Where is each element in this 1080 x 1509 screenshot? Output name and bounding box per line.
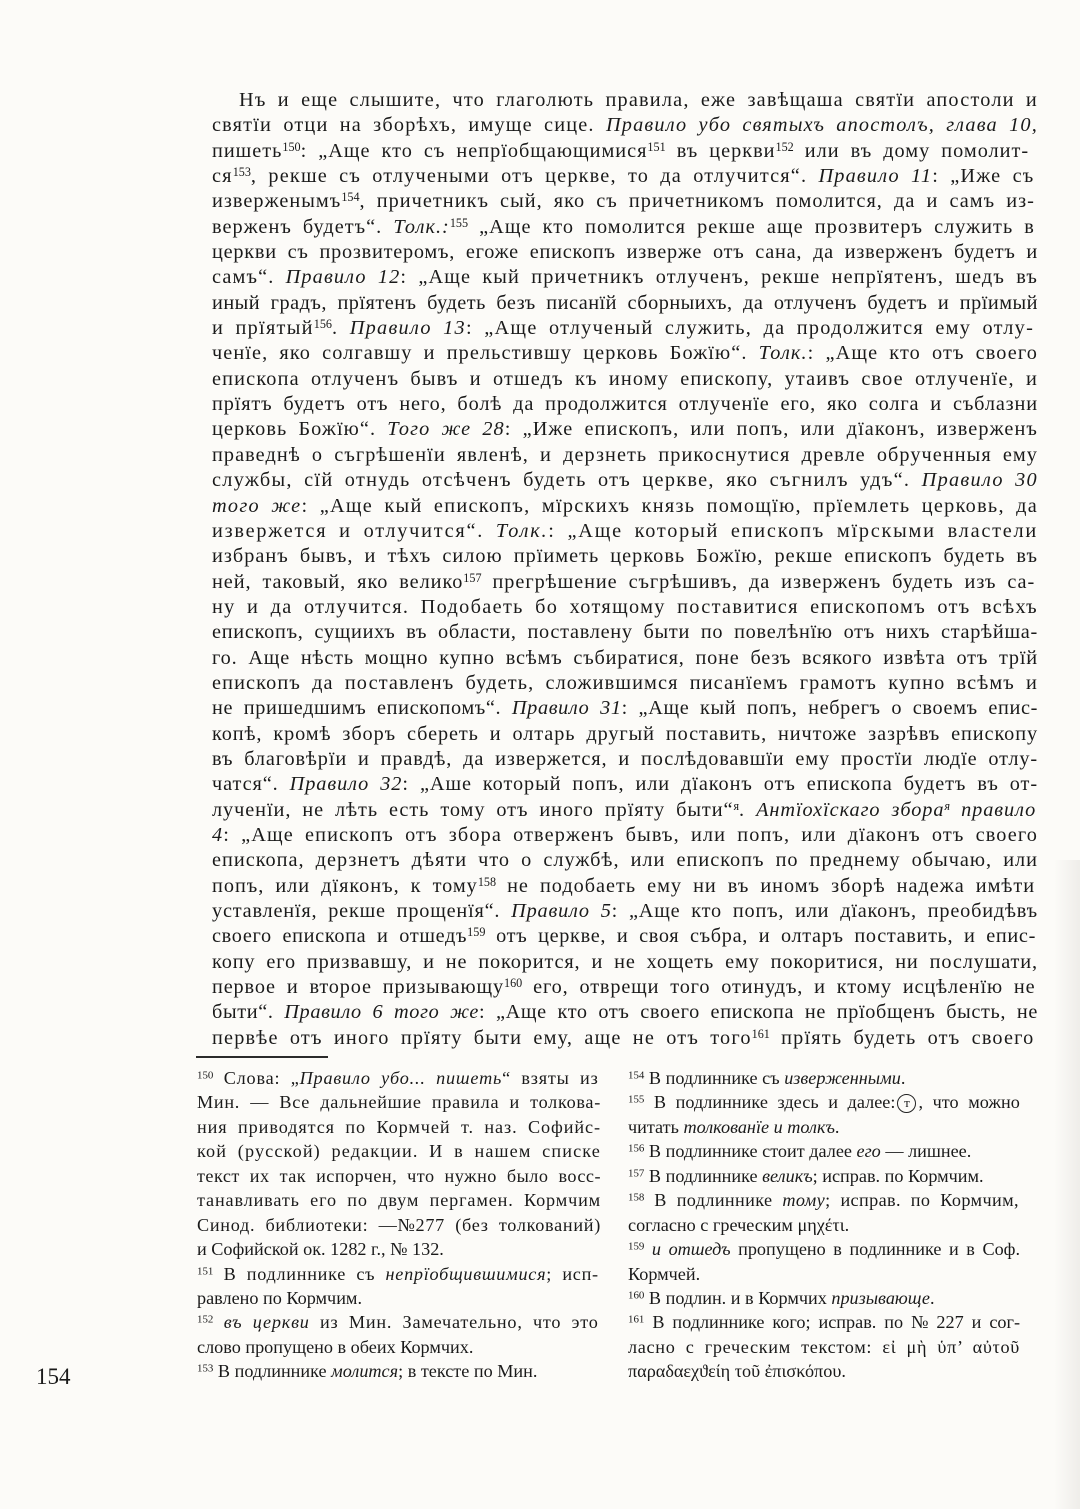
text-line xyxy=(197,1310,601,1334)
text-segment: кой (русской) редакции. И в нашем списке xyxy=(197,1141,601,1162)
text-line xyxy=(628,1262,1020,1286)
footnote-ref: 150 xyxy=(197,1069,214,1082)
text-line xyxy=(212,367,1038,392)
page-number: 154 xyxy=(36,1364,71,1389)
footnote-ref: 151 xyxy=(647,139,666,154)
text-segment: ; исп- xyxy=(546,1263,599,1284)
text-segment: танавливать его по двум пергамен. Кормчим xyxy=(197,1190,602,1211)
text-line xyxy=(197,1286,601,1310)
text-segment: Правило 12 xyxy=(285,266,401,289)
footnote-ref: 155 xyxy=(449,215,469,230)
text-line xyxy=(628,1286,1020,1310)
text-segment: ченїе, яко солгавшу и прельстившу церковь Божїю“. xyxy=(212,342,759,365)
text-line xyxy=(212,468,1038,493)
footnote-ref: 158 xyxy=(628,1191,645,1204)
text-segment: , рекше съ отлучеными отъ церкве, то да отлучится“. xyxy=(250,165,819,188)
text-segment: В подлиннике xyxy=(213,1361,332,1382)
text-line xyxy=(212,341,1038,366)
circled-tolk-mark: т xyxy=(897,1094,916,1113)
text-segment: въ церкви xyxy=(223,1312,310,1333)
footnote-ref: 161 xyxy=(628,1313,645,1326)
text-segment: Правило 13 xyxy=(349,317,466,340)
text-line xyxy=(212,113,1038,138)
text-segment: 4 xyxy=(212,823,224,846)
text-line xyxy=(628,1310,1020,1334)
text-segment: Правило убо... пишеть xyxy=(299,1068,503,1088)
text-segment: . xyxy=(739,798,757,821)
text-segment: . xyxy=(900,1068,906,1088)
text-segment: ; исправ. по Кормчим, xyxy=(825,1190,1019,1211)
text-segment: Правило 31 xyxy=(511,697,622,720)
text-segment: — лишнее. xyxy=(880,1141,972,1162)
text-segment: тому xyxy=(782,1190,826,1211)
text-segment: того же xyxy=(212,494,302,517)
footnote-ref: 158 xyxy=(477,874,497,889)
footnotes-right-column xyxy=(628,1066,1020,1384)
text-segment: : „Аще кто съ непрїобщающимися xyxy=(300,139,648,162)
footnote-ref: 150 xyxy=(282,139,301,154)
footnote-ref: 151 xyxy=(197,1265,214,1278)
text-segment: праведнѣ о съгрѣшенїи явленѣ, и дерзнеть прикоснутися древле обрученныя ему xyxy=(212,443,1038,466)
footnote-ref: 153 xyxy=(232,164,251,179)
text-segment xyxy=(213,1312,223,1332)
text-segment: епископа, дерзнетъ дѣяти что о службѣ, или епископъ по преднему обычаю, или xyxy=(212,849,1039,872)
text-line xyxy=(212,798,1038,823)
text-line xyxy=(212,417,1038,442)
text-line xyxy=(212,189,1038,214)
footnote-ref: 156 xyxy=(313,317,332,332)
text-line xyxy=(628,1359,1020,1383)
footnote-ref: 153 xyxy=(197,1362,214,1375)
text-segment: читать xyxy=(628,1116,684,1137)
footnote-ref: я xyxy=(733,798,740,813)
footnote-ref: 154 xyxy=(628,1069,645,1082)
text-segment: Мин. — Все дальнейшие правила и толкова- xyxy=(197,1092,601,1113)
text-line xyxy=(212,88,1038,113)
text-line xyxy=(212,924,1038,949)
footnote-ref: 160 xyxy=(503,975,523,990)
text-segment: : „Аще кто отъ своего епископа не прїобщенъ бысть, не xyxy=(478,1001,1038,1024)
text-segment: иный градъ, прїятенъ будеть безъ писанїй сборныихъ, да отлученъ будетъ и прїимый xyxy=(212,291,1038,314)
text-segment: : „Иже съ xyxy=(932,165,1035,188)
text-line xyxy=(212,722,1038,747)
text-segment: святїи отци на зборѣхъ, имуще сице. xyxy=(212,114,606,137)
text-segment: и отшедъ xyxy=(651,1239,731,1260)
text-line xyxy=(197,1237,601,1261)
text-segment xyxy=(644,1239,652,1259)
text-line xyxy=(212,240,1038,265)
text-line xyxy=(212,291,1038,316)
text-segment: Антїохїскаго збора xyxy=(756,798,945,821)
footnote-ref: 156 xyxy=(628,1142,645,1155)
text-segment: ну и да отлучится. Подобаеть бо хотящому поставитися епископомъ отъ всѣхъ xyxy=(212,595,1038,618)
text-line xyxy=(212,696,1038,721)
text-line xyxy=(197,1066,601,1090)
text-line xyxy=(628,1090,1020,1114)
text-segment: призывающе xyxy=(831,1287,930,1308)
text-segment: и прїятый xyxy=(212,317,314,340)
text-segment: быти“. xyxy=(212,1001,285,1024)
text-line xyxy=(212,443,1038,468)
text-segment: слово пропущено в обеих Кормчих. xyxy=(197,1336,474,1357)
text-segment: изверженымъ xyxy=(212,190,342,213)
text-line xyxy=(628,1164,1020,1188)
footnote-ref: я xyxy=(944,798,951,813)
text-segment: Толк.: xyxy=(393,215,450,238)
text-segment: ; исправ. по Кормчим. xyxy=(812,1165,984,1186)
text-line xyxy=(212,950,1038,975)
text-segment: ласно с греческим текстом: εἰ μὴ ὑπ’ αὐτοῦ xyxy=(628,1336,1021,1357)
text-segment: : „Аще епископъ отъ збора отверженъ бывъ, или попъ, или дїаконъ отъ своего xyxy=(223,823,1039,846)
text-line xyxy=(212,265,1038,290)
text-segment: : „Аше который попъ, или дїаконъ отъ епископа будетъ въ от- xyxy=(402,773,1038,796)
footnotes-left-column xyxy=(197,1066,601,1384)
text-segment: παραδαεχϑείη τοῦ ἐπισκόπου. xyxy=(628,1361,846,1382)
footnote-ref: 152 xyxy=(197,1313,214,1326)
text-segment: го. Аще нѣсть мощно купно всѣмъ събиратися, поне безъ всякого извѣта отъ трїй xyxy=(212,646,1038,669)
text-line xyxy=(212,1026,1038,1051)
text-line xyxy=(197,1115,601,1139)
main-text-block xyxy=(212,88,1038,1051)
text-segment: попъ, или дїяконъ, к тому xyxy=(212,874,478,897)
footnote-ref: 152 xyxy=(775,139,794,154)
text-line xyxy=(212,215,1038,240)
text-line xyxy=(212,392,1038,417)
text-segment: , что можно xyxy=(918,1092,1020,1113)
text-line xyxy=(212,747,1038,772)
text-segment: согласно с греческим μηχέτι. xyxy=(628,1214,850,1235)
text-line xyxy=(212,646,1038,671)
text-line xyxy=(212,1000,1038,1025)
text-segment: “ взяты из xyxy=(502,1068,599,1088)
text-segment: первѣе отъ иного прїяту быти ему, аще не отъ того xyxy=(212,1026,752,1049)
text-segment: Правило 30 xyxy=(921,469,1038,492)
text-line xyxy=(212,570,1038,595)
text-segment: ; в тексте по Мин. xyxy=(398,1361,538,1382)
text-segment: въ благовѣрїи и правдѣ, да извержется, и послѣдовавшїи ему простїи людїе отлу- xyxy=(212,747,1039,770)
text-segment: Кормчей. xyxy=(628,1263,701,1284)
text-segment: молится xyxy=(331,1361,399,1382)
text-segment: епископъ да поставленъ будеть, сложившимся писанїемъ грамотъ купно всѣмъ и xyxy=(212,671,1039,694)
text-segment: ния приводятся по Кормчей т. наз. Софийс- xyxy=(197,1116,601,1137)
text-segment: Правило 5 xyxy=(511,900,612,922)
text-segment: его xyxy=(856,1141,881,1162)
text-segment: церкви съ прозвитеромъ, егоже епископъ изверже отъ сана, да изверженъ будетъ и xyxy=(212,241,1039,264)
text-segment: В подлиннике съ xyxy=(644,1068,785,1088)
text-line xyxy=(212,899,1038,924)
text-segment: своего епископа и отшедъ xyxy=(212,925,468,948)
text-segment: равлено по Кормчим. xyxy=(197,1287,362,1308)
text-segment: уставленїя, рекше прощенїя“. xyxy=(212,900,512,922)
text-segment: правило xyxy=(950,798,1037,821)
text-segment: : „Иже епископъ, или попъ, или дїаконъ, изверженъ xyxy=(504,418,1038,441)
footnote-ref: 157 xyxy=(628,1167,645,1180)
footnote-ref: 154 xyxy=(341,190,360,205)
text-line xyxy=(212,595,1038,620)
text-segment: В подлиннике xyxy=(644,1190,783,1211)
text-segment: Правило 11 xyxy=(818,165,933,188)
text-segment: ней, таковый, яко велико xyxy=(212,570,464,593)
text-segment: : „Аще кый попъ, небрегъ о своемъ епис- xyxy=(621,697,1038,720)
text-segment: прїять будеть отъ своего xyxy=(769,1026,1035,1049)
text-line xyxy=(212,874,1038,899)
text-line xyxy=(212,671,1038,696)
text-line xyxy=(628,1139,1020,1163)
text-segment: В подлиннике xyxy=(644,1165,763,1186)
text-segment: В подлиннике съ xyxy=(213,1263,386,1284)
footnote-ref: 160 xyxy=(628,1289,645,1302)
text-segment: изверженными xyxy=(784,1068,901,1088)
text-segment: Нъ и еще слышите, что глаголють правила, еже завѣщаша святїи апостоли и xyxy=(239,89,1038,111)
text-segment: Слова: „ xyxy=(213,1068,300,1088)
text-segment: : „Аще кый епископъ, мїрскихъ князь помощїю, прїемлеть церковь, да xyxy=(301,494,1039,517)
text-line xyxy=(197,1359,601,1383)
text-line xyxy=(628,1237,1020,1261)
text-segment: ся xyxy=(212,165,233,188)
text-segment: : „Аще отлученый служить, да продолжится ему отлу- xyxy=(465,317,1035,340)
text-line xyxy=(628,1335,1020,1359)
text-line xyxy=(197,1213,601,1237)
text-segment: прїятъ будетъ отъ него, болѣ да продолжится отлученїе его, яко солга и съблазни xyxy=(212,393,1038,416)
text-segment: В подлиннике стоит далее xyxy=(644,1141,857,1162)
text-segment: прегрѣшение съгрѣшивъ, да изверженъ будеть изъ са- xyxy=(481,570,1036,593)
text-segment: копу его призвавшу, и не покорится, и не хощеть ему покоритися, ни послушати, xyxy=(212,950,1038,973)
text-segment: Толк. xyxy=(758,342,808,365)
text-line xyxy=(212,772,1038,797)
text-line xyxy=(628,1066,1020,1090)
text-segment: церковь Божїю“. xyxy=(212,418,388,441)
text-line xyxy=(212,975,1038,1000)
text-line xyxy=(197,1262,601,1286)
text-line xyxy=(212,519,1038,544)
text-segment: толкованїе и толкъ xyxy=(683,1116,835,1137)
text-segment: извержется и отлучится“. xyxy=(212,519,496,542)
text-segment: и Софийской ок. 1282 г., № 132. xyxy=(197,1239,444,1260)
text-line xyxy=(212,316,1038,341)
text-segment: пишеть xyxy=(212,139,283,162)
text-segment: епископа отлученъ бывъ и отшедъ къ иному епископу, утаивъ свое отлученїе, и xyxy=(212,367,1039,390)
text-line xyxy=(212,620,1038,645)
text-segment: Правило 32 xyxy=(289,773,403,796)
text-line xyxy=(212,848,1038,873)
text-segment: В подлиннике здесь и далее: xyxy=(644,1092,896,1113)
footnote-ref: 155 xyxy=(628,1093,645,1106)
text-line xyxy=(197,1164,601,1188)
text-segment: избранъ бывъ, и тѣхъ силою прїиметь церковь Божїю, рекше епископъ будеть въ xyxy=(212,545,1039,568)
text-line xyxy=(212,823,1038,848)
footnote-ref: 157 xyxy=(463,570,482,585)
text-line xyxy=(628,1188,1020,1212)
text-segment: В подлин. и в Кормчих xyxy=(644,1287,832,1308)
text-segment: копѣ, кромѣ зборъ сбереть и олтарь другый поставить, ничтоже зазрѣвъ епископу xyxy=(212,722,1038,745)
text-line xyxy=(197,1335,601,1359)
text-line xyxy=(197,1090,601,1114)
text-segment: : „Аще кый причетникъ отлученъ, рекше непрїятенъ, шедъ въ xyxy=(400,266,1039,289)
text-segment: его, отврещи того отинудъ, и ктому исцѣленїю не xyxy=(522,976,1036,999)
text-segment: службы, сїй отнудь отсѣченъ будеть отъ церкве, яко съгнилъ удъ“. xyxy=(212,469,922,492)
footnote-ref: 159 xyxy=(467,925,486,940)
text-segment: лученїи, не лѣть есть тому отъ иного прїяту быти“ xyxy=(212,798,734,821)
footnote-ref: 159 xyxy=(628,1240,645,1253)
text-segment: или въ дому помолит- xyxy=(793,139,1030,162)
text-segment: не подобаеть ему ни въ иномъ зборѣ надежа имѣти xyxy=(496,874,1036,897)
footnote-ref: 161 xyxy=(751,1026,770,1041)
text-segment: . xyxy=(834,1116,840,1137)
text-segment: Правило 6 того же xyxy=(284,1001,479,1024)
text-line xyxy=(197,1139,601,1163)
scan-edge-shadow xyxy=(1054,860,1080,1509)
text-line xyxy=(197,1188,601,1212)
text-segment: въ церкви xyxy=(665,139,776,162)
text-segment: самъ“. xyxy=(212,266,286,289)
text-segment: отъ церкве, и своя събра, и олтаръ поставить, и епис- xyxy=(485,925,1036,948)
text-segment: : „Аще который епископъ мїрскыми властели xyxy=(548,519,1038,542)
text-segment: Синод. библиотеки: —№277 (без толкований) xyxy=(197,1214,601,1235)
text-segment: Толк. xyxy=(495,519,549,542)
text-segment: верженъ будетъ“. xyxy=(212,215,394,238)
footnote-separator xyxy=(196,1056,328,1058)
text-segment: первое и второе призывающу xyxy=(212,976,504,999)
text-segment: чатся“. xyxy=(212,773,290,796)
text-line xyxy=(212,544,1038,569)
text-line xyxy=(212,164,1038,189)
text-line xyxy=(212,494,1038,519)
text-segment: непрїобщившимися xyxy=(385,1263,547,1284)
text-segment: текст их так испорчен, что нужно было восс- xyxy=(197,1165,602,1186)
text-segment: . xyxy=(930,1287,935,1308)
text-segment: . xyxy=(331,317,350,340)
text-segment: „Аще кто помолится рекше аще прозвитеръ служить в xyxy=(468,215,1035,238)
text-segment: : „Аще кто отъ своего xyxy=(807,342,1038,365)
text-line xyxy=(628,1213,1020,1237)
text-segment: пропущено в подлиннике и в Соф. xyxy=(730,1239,1021,1260)
text-line xyxy=(212,139,1038,164)
text-segment: из Мин. Замечательно, что это xyxy=(309,1312,599,1333)
text-segment: , причетникъ сый, яко съ причетникомъ помолится, да и самъ из- xyxy=(359,190,1035,213)
text-segment: В подлиннике кого; исправ. по № 227 и сог- xyxy=(644,1312,1020,1333)
text-segment: Того же 28 xyxy=(387,418,505,441)
text-segment: : „Аще кто попъ, или дїаконъ, преобидѣвъ xyxy=(611,900,1038,922)
text-line xyxy=(628,1115,1020,1139)
text-segment: не пришедшимъ епископомъ“. xyxy=(212,697,512,720)
text-segment: епископъ, сущиихъ въ области, поставлену быти по повелѣнїю отъ нихъ старѣйша- xyxy=(212,621,1038,644)
text-segment: великъ xyxy=(762,1165,813,1186)
text-segment: Правило убо святыхъ апостолъ, глава 10, xyxy=(605,114,1038,137)
